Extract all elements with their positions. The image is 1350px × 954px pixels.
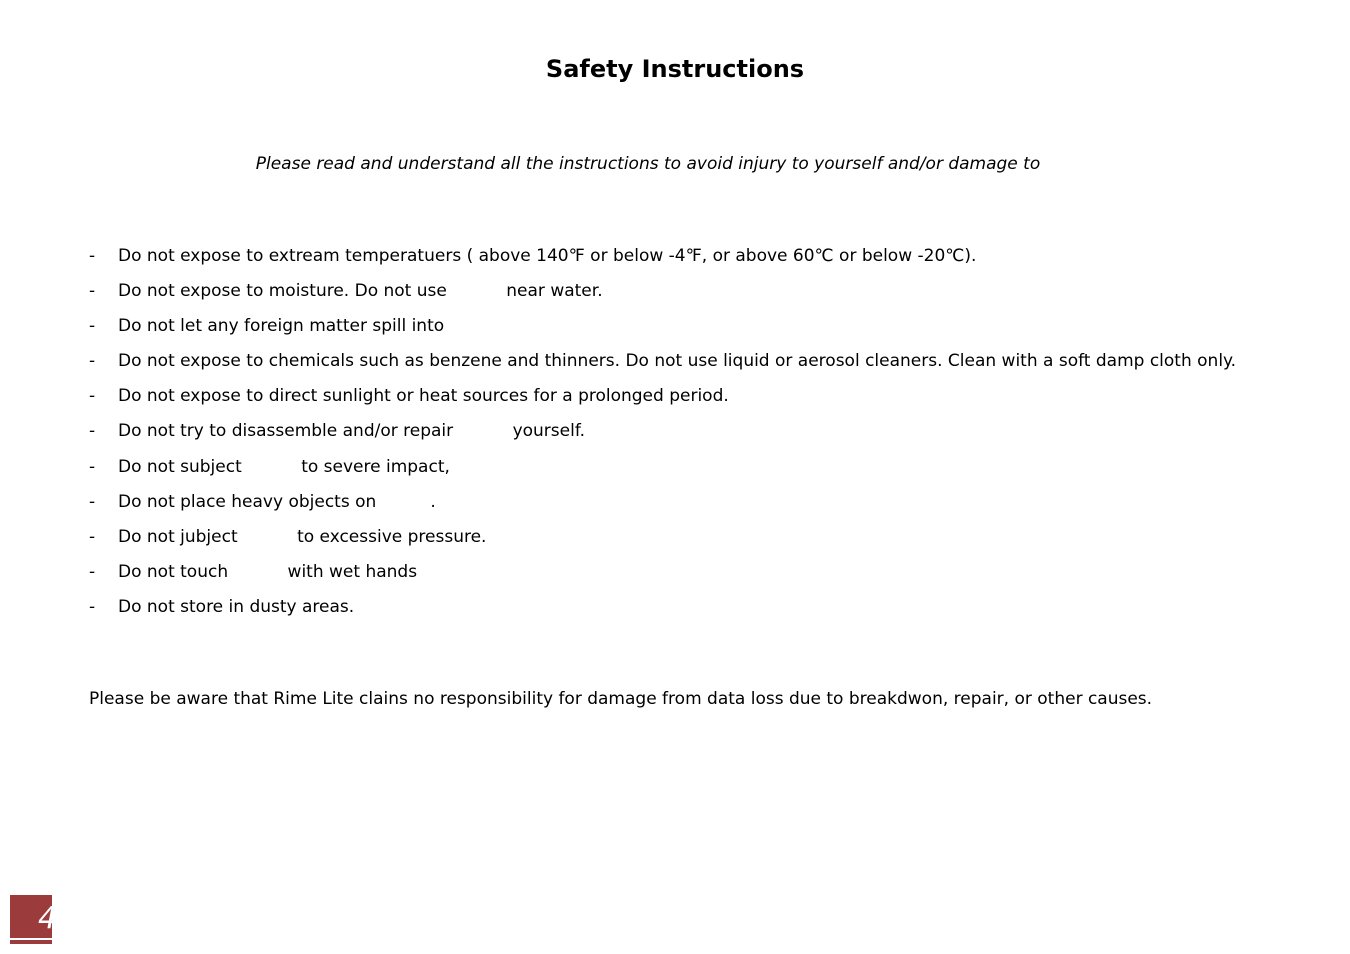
instruction-text: Do not let any foreign matter spill into [118, 316, 445, 337]
bullet-dash: - [89, 456, 96, 477]
bullet-dash: - [89, 351, 96, 372]
instruction-text: Do not try to disassemble and/or repair yourself. [118, 421, 585, 442]
page-number: 4 [38, 901, 58, 936]
instruction-text: Do not jubject to excessive pressure. [118, 526, 487, 547]
bullet-dash: - [89, 491, 96, 512]
safety-instruction-list [89, 242, 1289, 628]
instruction-text: Do not subject to severe impact, [118, 456, 450, 477]
page-badge-underline [10, 940, 52, 944]
instruction-text: Do not expose to direct sunlight or heat sources for a prolonged period. [118, 386, 729, 407]
list-item [89, 523, 1289, 558]
list-item [89, 488, 1289, 523]
bullet-dash: - [89, 386, 96, 407]
list-item [89, 347, 1289, 382]
list-item [89, 558, 1289, 593]
disclaimer-text: Please be aware that Rime Lite clains no responsibility for damage from data loss due to breakdwon, repair, or other causes. [89, 689, 1153, 709]
list-item [89, 593, 1289, 628]
instruction-text: Do not store in dusty areas. [118, 596, 355, 617]
page-number-badge [10, 895, 58, 945]
bullet-dash: - [89, 281, 96, 302]
list-item [89, 242, 1289, 277]
instruction-text: Do not expose to chemicals such as benzene and thinners. Do not use liquid or aerosol cleaners. Clean with a soft damp cloth only. [118, 351, 1237, 372]
instruction-text: Do not place heavy objects on . [118, 491, 436, 512]
list-item [89, 417, 1289, 452]
list-item [89, 312, 1289, 347]
intro-note: Please read and understand all the instructions to avoid injury to yourself and/or damage to [255, 154, 1041, 174]
instruction-text: Do not expose to extream temperatuers ( above 140℉ or below -4℉, or above 60℃ or below -20℃). [118, 246, 977, 266]
bullet-dash: - [89, 596, 96, 617]
instruction-text: Do not touch with wet hands [118, 561, 418, 582]
instruction-text: Do not expose to moisture. Do not use near water. [118, 281, 603, 302]
bullet-dash: - [89, 421, 96, 442]
page-title: Safety Instructions [545, 55, 805, 83]
list-item [89, 382, 1289, 417]
bullet-dash: - [89, 526, 96, 547]
bullet-dash: - [89, 316, 96, 337]
list-item [89, 453, 1289, 488]
list-item [89, 277, 1289, 312]
bullet-dash: - [89, 561, 96, 582]
bullet-dash: - [89, 246, 96, 266]
